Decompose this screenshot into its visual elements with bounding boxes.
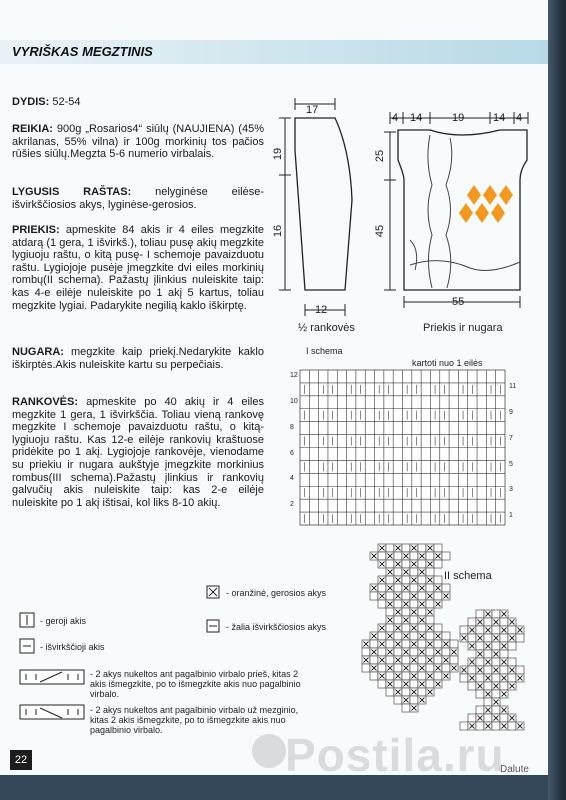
schema2-cell bbox=[500, 714, 508, 722]
schema2-cell bbox=[492, 626, 500, 634]
row-number: 1 bbox=[509, 512, 513, 520]
schema2-cell bbox=[410, 568, 418, 576]
schema2-cell bbox=[450, 656, 458, 664]
schema2-cell bbox=[402, 608, 410, 616]
nugara-label: NUGARA: bbox=[12, 346, 64, 358]
row-number: 9 bbox=[509, 408, 513, 416]
schema2-cell bbox=[426, 600, 434, 608]
schema2-cell bbox=[500, 650, 508, 658]
schema2-cell bbox=[460, 674, 468, 682]
schema2-cell bbox=[508, 626, 516, 634]
schema1-repeat-note: kartoti nuo 1 eilės bbox=[412, 358, 483, 368]
schema2-cell bbox=[426, 648, 434, 656]
schema2-cell bbox=[410, 680, 418, 688]
schema2-cell bbox=[370, 592, 378, 600]
schema2-cell bbox=[442, 664, 450, 672]
schema2-cell bbox=[426, 584, 434, 592]
watermark-logo bbox=[252, 734, 286, 768]
schema2-cell bbox=[402, 656, 410, 664]
schema2-cell bbox=[402, 576, 410, 584]
schema2-cell bbox=[450, 640, 458, 648]
schema2-cell bbox=[434, 640, 442, 648]
schema2-cell bbox=[378, 584, 386, 592]
schema2-cell bbox=[378, 632, 386, 640]
rankoves-label: RANKOVĖS: bbox=[12, 396, 79, 408]
schema2-cell bbox=[394, 616, 402, 624]
schema2-cell bbox=[426, 680, 434, 688]
body-caption: Priekis ir nugara bbox=[423, 322, 503, 334]
schema2-cell bbox=[418, 576, 426, 584]
body-dim-1: 4 bbox=[392, 112, 399, 124]
schema2-cell bbox=[468, 682, 476, 690]
row-number: 7 bbox=[509, 434, 513, 442]
schema2-cell bbox=[410, 664, 418, 672]
schema2-cell bbox=[410, 632, 418, 640]
priekis-label: PRIEKIS: bbox=[12, 224, 60, 236]
schema2-cell bbox=[402, 560, 410, 568]
schema2-cell bbox=[460, 626, 468, 634]
schema2-cell bbox=[402, 544, 410, 552]
schema2-cell bbox=[484, 618, 492, 626]
schema2-cell bbox=[394, 648, 402, 656]
schema2-cell bbox=[476, 658, 484, 666]
sleeve-top-width: 17 bbox=[306, 104, 319, 116]
schema2-cell bbox=[386, 576, 394, 584]
schema2-cell bbox=[418, 560, 426, 568]
row-number: 10 bbox=[290, 397, 298, 405]
body-dim-2: 14 bbox=[410, 112, 423, 124]
schema2-cell bbox=[442, 648, 450, 656]
schema2-cell bbox=[476, 706, 484, 714]
schema2-cell bbox=[500, 618, 508, 626]
schema2-cell bbox=[492, 642, 500, 650]
schema2-cell bbox=[410, 696, 418, 704]
row-number: 12 bbox=[290, 372, 298, 379]
schema2-cell bbox=[402, 624, 410, 632]
body-width: 55 bbox=[452, 296, 465, 308]
sleeve-cap-height: 19 bbox=[272, 147, 285, 161]
page-number: 22 bbox=[10, 750, 32, 770]
schema2-cell bbox=[508, 674, 516, 682]
schema2-cell bbox=[468, 666, 476, 674]
schema2-cell bbox=[434, 560, 442, 568]
row-number: 5 bbox=[509, 460, 513, 468]
legend-knit: - geroji akis bbox=[40, 616, 87, 626]
schema2-cell bbox=[442, 584, 450, 592]
schema2-cell bbox=[378, 680, 386, 688]
sleeve-dimension-lines bbox=[279, 98, 345, 316]
schema2-cell bbox=[386, 592, 394, 600]
schema2-cell bbox=[362, 664, 370, 672]
schema2-cell bbox=[410, 648, 418, 656]
schema2-cell bbox=[426, 616, 434, 624]
schema2-cell bbox=[394, 600, 402, 608]
schema2-cell bbox=[434, 576, 442, 584]
sleeve-caption: ½ rankovės bbox=[298, 322, 355, 334]
schema2-cell bbox=[418, 672, 426, 680]
schema2-cell bbox=[476, 642, 484, 650]
legend-cable-back: - 2 akys nukeltos ant pagalbinio virbalo už mezginio, kitas 2 akis išmegzkite, po to išmegzkite akis nuo pagalbinio virbalo. bbox=[90, 705, 299, 735]
dydis-label: DYDIS: bbox=[12, 96, 50, 108]
schema2-cell bbox=[484, 634, 492, 642]
priekis-text: apmeskite 84 akis ir 4 eiles megzkite atdarą (1 gera, 1 išvirkš.), toliau pusę akių megzkite lygiuoju raštu, o kitą pusę- I schemoje pavaizduotu raštu. Lygiojoje pusėje įmegzkite dvi eiles morkinių rombų(II schema). Pažastų įlinkius nuleiskite taip: kas 4-e eilėje nuleiskite po 1 akį 5 kartus, toliau megzkite lygiai. Padarykite negilią kaklo iškirptę. bbox=[12, 224, 264, 312]
schema2-cell bbox=[484, 666, 492, 674]
schema2-cell bbox=[418, 656, 426, 664]
schema2-cell bbox=[500, 682, 508, 690]
schema2-cell bbox=[468, 618, 476, 626]
schema2-cell bbox=[418, 592, 426, 600]
dydis-text: 52-54 bbox=[49, 96, 81, 108]
reikia-label: REIKIA: bbox=[12, 123, 53, 135]
schema2-cell bbox=[410, 552, 418, 560]
schema2-cell bbox=[492, 690, 500, 698]
schema2-cell bbox=[402, 640, 410, 648]
schema2-cell bbox=[378, 600, 386, 608]
schema2-cell bbox=[426, 552, 434, 560]
schema2-cell bbox=[484, 682, 492, 690]
schema2-cell bbox=[484, 714, 492, 722]
schema2-cell bbox=[394, 664, 402, 672]
schema2-cell bbox=[370, 640, 378, 648]
schema2-cell bbox=[386, 608, 394, 616]
row-number: 3 bbox=[509, 486, 513, 494]
schema2-cell bbox=[468, 714, 476, 722]
schema2-cell bbox=[508, 722, 516, 730]
body-armhole-height: 25 bbox=[374, 149, 387, 163]
legend-green: - žalia išvirkščiosios akys bbox=[226, 622, 327, 632]
schema2-cell bbox=[394, 584, 402, 592]
schema2-cell bbox=[386, 624, 394, 632]
row-number: 6 bbox=[290, 449, 294, 457]
schema2-cell bbox=[386, 544, 394, 552]
schema2-cell bbox=[500, 666, 508, 674]
body-length: 45 bbox=[374, 224, 387, 238]
schema2-cell bbox=[418, 624, 426, 632]
schema2-cell bbox=[492, 674, 500, 682]
schema2-cell bbox=[386, 560, 394, 568]
schema2-cells bbox=[362, 544, 524, 730]
sleeve-bottom-width: 12 bbox=[315, 304, 328, 316]
schema2-cell bbox=[394, 680, 402, 688]
schema2-title: II schema bbox=[444, 570, 492, 582]
schema2-cell bbox=[476, 690, 484, 698]
row-number: 2 bbox=[290, 501, 294, 509]
schema2-cell bbox=[402, 688, 410, 696]
legend-cable-front: - 2 akys nukeltos ant pagalbinio virbalo prieš, kitas 2 akis išmegzkite, po to išmegzkite akis nuo pagalbinio virbalo. bbox=[90, 669, 301, 699]
body-dimension-lines bbox=[384, 112, 528, 308]
signature: Dalute bbox=[500, 764, 529, 775]
orange-diamond-motifs bbox=[459, 185, 513, 223]
schema2-cell bbox=[434, 672, 442, 680]
schema2-cell bbox=[476, 674, 484, 682]
schema2-cell bbox=[402, 704, 410, 712]
schema2-cell bbox=[492, 610, 500, 618]
schema2-cell bbox=[434, 656, 442, 664]
schema2-cell bbox=[418, 688, 426, 696]
schema2-cell bbox=[386, 656, 394, 664]
schema2-cell bbox=[442, 552, 450, 560]
sleeve-outline bbox=[295, 118, 352, 290]
schema2-cell bbox=[516, 666, 524, 674]
schema2-cell bbox=[378, 552, 386, 560]
schema2-cell bbox=[434, 624, 442, 632]
body-dim-4: 14 bbox=[493, 112, 506, 124]
schema2-cell bbox=[484, 650, 492, 658]
row-number: 11 bbox=[509, 383, 517, 390]
schema2-cell bbox=[484, 698, 492, 706]
schema2-cell bbox=[386, 640, 394, 648]
schema2-cell bbox=[386, 688, 394, 696]
legend-purl: - išvirkščioji akis bbox=[40, 642, 105, 652]
schema2-cell bbox=[442, 632, 450, 640]
body-dim-3: 19 bbox=[452, 112, 465, 124]
lygusis-label: LYGUSIS RAŠTAS: bbox=[12, 186, 132, 198]
schema2-cell bbox=[378, 648, 386, 656]
legend-orange: - oranžinė, gerosios akys bbox=[226, 588, 327, 598]
schema2-cell bbox=[426, 632, 434, 640]
schema2-cell bbox=[402, 592, 410, 600]
rankoves-text: apmeskite po 40 akių ir 4 eiles megzkite 1 gera, 1 išvirkščia. Toliau vieną rankovę megzkite I schemoje pavaizduotu raštu, o kitą-lygiuoju raštu. Kas 12-e eilėje rankovių kraštuose pridėkite po 1 akį. Lygiojoje rankovėje, vienodame su priekiu ir nugara aukštyje įmegzkite morkinius rombus(III schema).Pažastų įlinkius ir rankovių galvučių akis nuleiskite taip: kas 2-e eilėje nuleiskite po 1 akį ištisai, kol liks 8-10 akių. bbox=[12, 396, 264, 509]
body-dim-5: 4 bbox=[516, 112, 523, 124]
schema2-cell bbox=[370, 672, 378, 680]
schema2-cell bbox=[386, 672, 394, 680]
schema2-cell bbox=[434, 592, 442, 600]
schema2-cell bbox=[402, 672, 410, 680]
row-number: 4 bbox=[290, 475, 294, 483]
sleeve-length: 16 bbox=[272, 224, 285, 238]
schema2-cell bbox=[378, 664, 386, 672]
schema2-cell bbox=[362, 648, 370, 656]
schema2-cell bbox=[394, 568, 402, 576]
schema2-cell bbox=[394, 632, 402, 640]
schema2-cell bbox=[426, 568, 434, 576]
schema2-cell bbox=[516, 634, 524, 642]
schema2-cell bbox=[410, 600, 418, 608]
schema1-title: I schema bbox=[306, 346, 343, 356]
reikia-text: 900g „Rosarios4“ siūlų (NAUJIENA) (45% akrilanas, 55% vilna) ir 100g morkinių tos pačios rūšies siūlų.Megzta 5-6 numerio virbalais. bbox=[12, 123, 264, 161]
schema2-cell bbox=[476, 610, 484, 618]
schema2-cell bbox=[410, 584, 418, 592]
schema2-cell bbox=[418, 608, 426, 616]
page-title: VYRIŠKAS MEGZTINIS bbox=[12, 44, 153, 59]
schema2-cell bbox=[476, 626, 484, 634]
schema2-cell bbox=[508, 658, 516, 666]
schema2-cell bbox=[394, 552, 402, 560]
row-number: 8 bbox=[290, 423, 294, 431]
schema2-cell bbox=[418, 544, 426, 552]
schema2-cell bbox=[500, 634, 508, 642]
watermark: Postila.ru bbox=[285, 729, 505, 781]
schema2-cell bbox=[370, 656, 378, 664]
schema2-cell bbox=[434, 544, 442, 552]
schema2-cell bbox=[394, 696, 402, 704]
nugara-text: megzkite kaip priekį.Nedarykite kaklo iškirptės.Akis nuleiskite kartu su perpečiais. bbox=[12, 346, 264, 371]
schema2-cell bbox=[508, 642, 516, 650]
schema2-cell bbox=[492, 658, 500, 666]
schema2-cell bbox=[492, 706, 500, 714]
schema2-cell bbox=[418, 640, 426, 648]
schema2-cell bbox=[426, 664, 434, 672]
schema2-cell bbox=[410, 616, 418, 624]
lygusis-text: nelyginėse eilėse-išvirkščiosios akys, lyginėse-gerosios. bbox=[12, 186, 264, 211]
schema2-cell bbox=[468, 634, 476, 642]
legend-symbols bbox=[20, 586, 219, 719]
